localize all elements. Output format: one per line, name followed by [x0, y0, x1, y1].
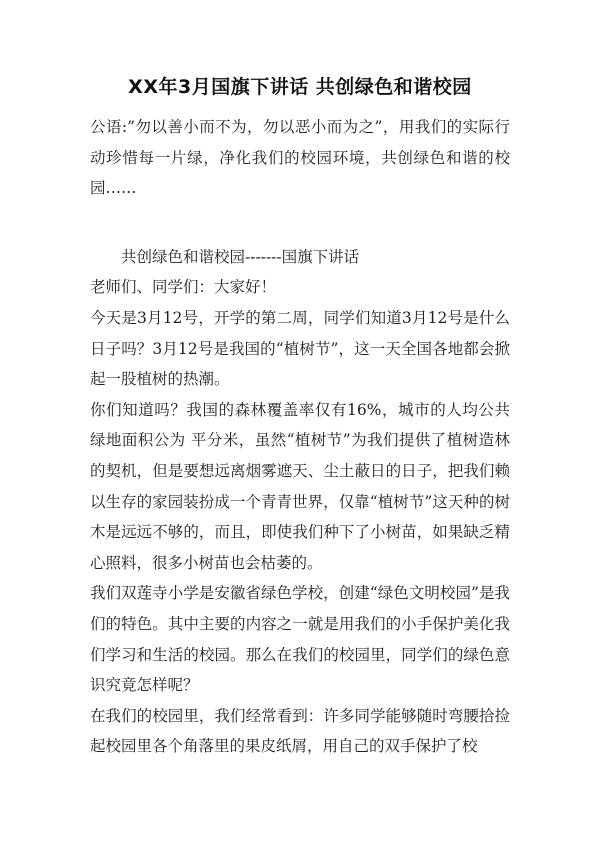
document-title: XX年3月国旗下讲话 共创绿色和谐校园: [128, 76, 472, 98]
green-school-paragraph: 我们双莲寺小学是安徽省绿色学校，创建“绿色文明校园”是我们的特色。其中主要的内容之一就是用我们的小手保护美化我们学习和生活的校园。那么在我们的校园里，同学们的绿色意识究竟怎样呢？: [90, 584, 510, 695]
document-body: [90, 112, 510, 762]
intro-paragraph: 公语:”勿以善小而不为，勿以恶小而为之”，用我们的实际行动珍惜每一片绿，净化我们的校园环境，共创绿色和谐的校园……: [90, 118, 510, 198]
speech-heading: 共创绿色和谐校园-------国旗下讲话: [121, 247, 360, 266]
greeting-paragraph: 老师们、同学们：大家好！: [90, 278, 277, 297]
paragraph-gap: [90, 204, 510, 242]
forest-coverage-paragraph: 你们知道吗？我国的森林覆盖率仅有16%，城市的人均公共绿地面积公为 平分米，虽然“植树节”为我们提供了植树造林的契机，但是要想远离烟雾遮天、尘土蔽日的日子，把我们赖以生存的家园装扮成一个青青世界，仅靠“植树节”这天种的树木是远远不够的，而且，即使我们种下了小树苗，如果缺乏精心照料，很多小树苗也会枯萎的。: [90, 400, 510, 572]
arbor-day-paragraph: 今天是3月12号，开学的第二周，同学们知道3月12号是什么日子吗？3月12号是我国的“植树节”，这一天全国各地都会掀起一股植树的热潮。: [90, 308, 510, 389]
campus-paragraph: 在我们的校园里，我们经常看到：许多同学能够随时弯腰拾捡起校园里各个角落里的果皮纸屑，用自己的双手保护了校: [90, 706, 510, 756]
